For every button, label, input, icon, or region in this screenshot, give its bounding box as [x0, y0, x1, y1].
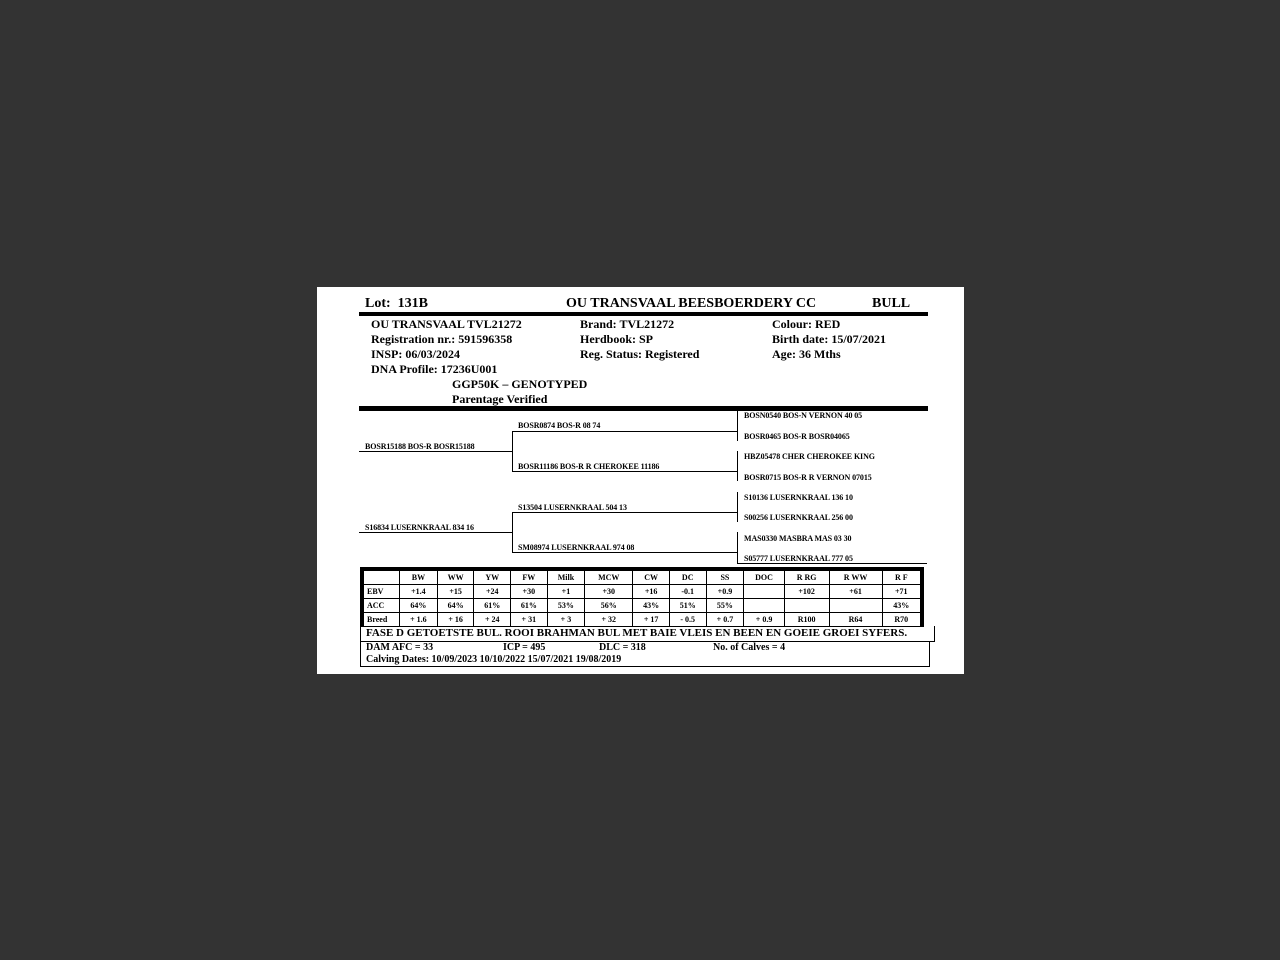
table-cell: R70: [882, 613, 922, 627]
header-cell: SS: [706, 569, 744, 585]
sire-dam-name: BOSR11186 BOS-R R CHEROKEE 11186: [518, 462, 660, 471]
table-cell: + 0.9: [744, 613, 784, 627]
info-col-3: [772, 317, 886, 362]
inspection-date: INSP: 06/03/2024: [371, 347, 461, 361]
calves-count: No. of Calves = 4: [713, 642, 786, 653]
sire-sire-line: [512, 431, 737, 432]
breed-row: [362, 613, 922, 627]
table-cell: +15: [437, 585, 474, 599]
table-cell: +16: [633, 585, 670, 599]
table-cell: 64%: [437, 599, 474, 613]
table-cell: 56%: [585, 599, 633, 613]
table-cell: 55%: [706, 599, 744, 613]
table-cell: R100: [784, 613, 829, 627]
table-cell: + 16: [437, 613, 474, 627]
header-cell: FW: [511, 569, 548, 585]
gen3-bracket-3: [737, 492, 738, 522]
gen3-bottom-line: [737, 563, 927, 564]
colour: Colour: RED: [772, 317, 841, 331]
genotype-status: GGP50K – GENOTYPED: [452, 377, 588, 391]
ebv-row: [362, 585, 922, 599]
gen3-ancestor: BOSR0715 BOS-R R VERNON 07015: [744, 473, 872, 482]
brand: Brand: TVL21272: [580, 317, 675, 331]
header-cell: R F: [882, 569, 922, 585]
table-cell: + 31: [511, 613, 548, 627]
table-cell: + 1.6: [400, 613, 438, 627]
row-label: Breed: [362, 613, 400, 627]
gen3-ancestor: S05777 LUSERNKRAAL 777 05: [744, 554, 853, 563]
remark: FASE D GETOETSTE BUL. ROOI BRAHMAN BUL MET BAIE VLEIS EN BEEN EN GOEIE GROEI SYFERS.: [360, 626, 935, 642]
icp: ICP = 495: [503, 642, 546, 653]
info-col-1: [371, 317, 587, 407]
breeder-name: OU TRANSVAAL BEESBOERDERY CC: [566, 296, 817, 311]
table-cell: 43%: [882, 599, 922, 613]
row-label: EBV: [362, 585, 400, 599]
table-cell: 61%: [474, 599, 511, 613]
gen3-bracket-1: [737, 411, 738, 441]
table-cell: +30: [585, 585, 633, 599]
table-cell: -0.1: [669, 585, 706, 599]
ebv-table: [360, 567, 924, 627]
table-cell: [829, 599, 882, 613]
header-cell: MCW: [585, 569, 633, 585]
lot-value: 131B: [397, 296, 429, 311]
animal-name: OU TRANSVAAL TVL21272: [371, 317, 522, 331]
dam-bracket: [512, 512, 513, 553]
header-cell: WW: [437, 569, 474, 585]
dam-dam-name: SM08974 LUSERNKRAAL 974 08: [518, 543, 635, 552]
header-cell: CW: [633, 569, 670, 585]
table-cell: +0.9: [706, 585, 744, 599]
lot-number: [365, 296, 428, 312]
dam-name: S16834 LUSERNKRAAL 834 16: [365, 523, 474, 532]
dam-afc: DAM AFC = 33: [366, 642, 434, 653]
gen3-ancestor: S10136 LUSERNKRAAL 136 10: [744, 493, 853, 502]
animal-sex: BULL: [872, 296, 911, 311]
gen3-ancestor: S00256 LUSERNKRAAL 256 00: [744, 513, 853, 522]
ebv-header-row: [362, 569, 922, 585]
table-cell: [744, 585, 784, 599]
table-cell: - 0.5: [669, 613, 706, 627]
birth-date: Birth date: 15/07/2021: [772, 332, 886, 346]
table-cell: 43%: [633, 599, 670, 613]
header-cell: DC: [669, 569, 706, 585]
table-cell: +30: [511, 585, 548, 599]
table-cell: R64: [829, 613, 882, 627]
dam-line: [359, 532, 513, 533]
header-cell: R RG: [784, 569, 829, 585]
table-cell: + 24: [474, 613, 511, 627]
table-cell: + 3: [547, 613, 585, 627]
calving-dates: Calving Dates: 10/09/2023 10/10/2022 15/07/2021 19/08/2019: [366, 654, 622, 665]
table-cell: + 17: [633, 613, 670, 627]
sire-name: BOSR15188 BOS-R BOSR15188: [365, 442, 475, 451]
gen3-ancestor: HBZ05478 CHER CHEROKEE KING: [744, 452, 875, 461]
table-cell: 61%: [511, 599, 548, 613]
table-cell: +102: [784, 585, 829, 599]
dna-profile: DNA Profile: 17236U001: [371, 362, 498, 376]
header-cell: [362, 569, 400, 585]
table-cell: +61: [829, 585, 882, 599]
table-cell: 64%: [400, 599, 438, 613]
dam-sire-name: S13504 LUSERNKRAAL 504 13: [518, 503, 627, 512]
table-cell: 51%: [669, 599, 706, 613]
acc-row: [362, 599, 922, 613]
sale-catalog-page: [317, 287, 964, 674]
table-cell: +1.4: [400, 585, 438, 599]
table-cell: +1: [547, 585, 585, 599]
table-cell: + 32: [585, 613, 633, 627]
header-cell: DOC: [744, 569, 784, 585]
row-label: ACC: [362, 599, 400, 613]
gen3-bracket-4: [737, 532, 738, 564]
header-cell: Milk: [547, 569, 585, 585]
sire-line: [359, 451, 513, 452]
gen3-ancestor: MAS0330 MASBRA MAS 03 30: [744, 534, 852, 543]
dam-dam-line: [512, 552, 737, 553]
table-cell: + 0.7: [706, 613, 744, 627]
table-cell: [744, 599, 784, 613]
sire-bracket: [512, 431, 513, 472]
herdbook: Herdbook: SP: [580, 332, 654, 346]
gen3-ancestor: BOSR0465 BOS-R BOSR04065: [744, 432, 850, 441]
header-cell: YW: [474, 569, 511, 585]
gen3-ancestor: BOSN0540 BOS-N VERNON 40 05: [744, 411, 863, 420]
gen3-bracket-2: [737, 451, 738, 481]
header-cell: R WW: [829, 569, 882, 585]
info-col-2: [580, 317, 699, 362]
age: Age: 36 Mths: [772, 347, 841, 361]
table-cell: 53%: [547, 599, 585, 613]
table-cell: +24: [474, 585, 511, 599]
lot-label: Lot:: [365, 296, 391, 311]
registration-number: Registration nr.: 591596358: [371, 332, 513, 346]
reg-status: Reg. Status: Registered: [580, 347, 700, 361]
table-cell: +71: [882, 585, 922, 599]
dlc: DLC = 318: [599, 642, 646, 653]
dam-sire-line: [512, 512, 737, 513]
table-cell: [784, 599, 829, 613]
header-rule: [359, 312, 928, 316]
dam-stats: [360, 642, 930, 667]
sire-sire-name: BOSR0874 BOS-R 08 74: [518, 421, 601, 430]
parentage-status: Parentage Verified: [452, 392, 548, 406]
sire-dam-line: [512, 471, 737, 472]
header-cell: BW: [400, 569, 438, 585]
